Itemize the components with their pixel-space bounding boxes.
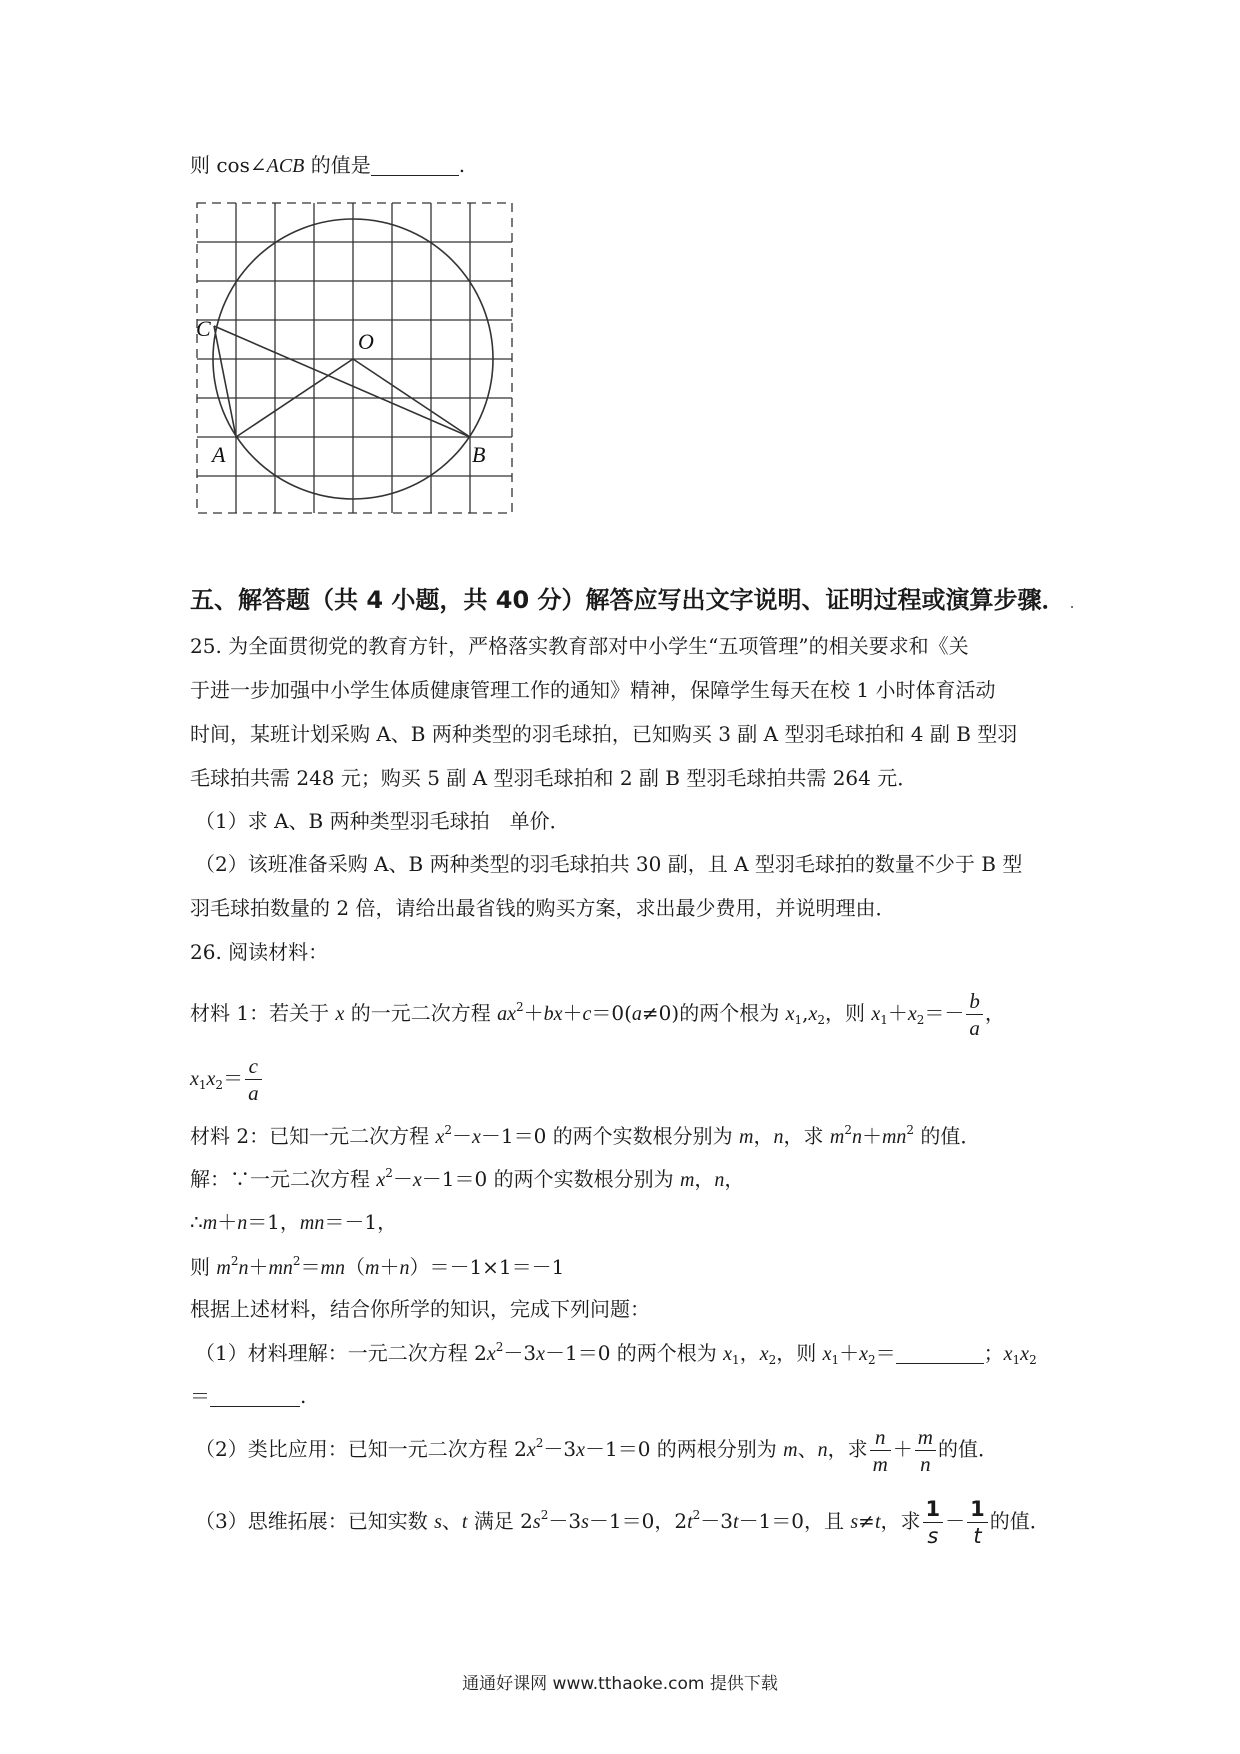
q26-material-2: 材料 2：已知一元二次方程 $x^2-x-1=0$ 的两个实数根分别为 m，n，求 $m^2n+mn^2$ 的值． <box>190 1123 981 1148</box>
q25-part-2-line-2: 羽毛球拍数量的 2 倍，请给出最省钱的购买方案，求出最少费用，并说明理由． <box>190 896 896 920</box>
circle-grid-figure <box>190 196 520 526</box>
page-footer: 通通好课网 www.tthaoke.com 提供下载 <box>462 1674 778 1694</box>
p2-text-c: ，求 <box>827 1437 868 1461</box>
fraction-b-over-a: $\frac{b}{a}$ <box>966 988 983 1041</box>
label-b: B <box>472 442 486 467</box>
q25-part-1: （1）求 A、B 两种类型羽毛球拍 单价． <box>195 809 570 833</box>
label-o: O <box>358 329 374 354</box>
segment-ca <box>214 326 236 437</box>
answer-blank-sum <box>896 1341 984 1364</box>
p2-text-d: 的值． <box>937 1437 998 1461</box>
answer-blank-product <box>210 1384 300 1407</box>
m1-text-b: 的一元二次方程 <box>344 1001 498 1025</box>
q26-material-1-product: $x_1x_2=$ $\frac{c}{a}$ <box>190 1050 264 1107</box>
grid-border <box>197 203 512 513</box>
section-trail: . <box>1069 593 1075 612</box>
m1-text-a: 材料 1：若关于 <box>190 1001 336 1025</box>
p1-text-c: ，则 <box>776 1341 817 1365</box>
fraction-n-over-m: $\frac{n}{m}$ <box>870 1424 891 1477</box>
q24-question-line <box>190 150 465 181</box>
q25-line-2: 于进一步加强中小学生体质健康管理工作的通知》精神，保障学生每天在校 1 小时体育活动 <box>190 678 996 702</box>
sol-text: 解：∵一元二次方程 <box>190 1167 370 1191</box>
answer-blank <box>371 153 459 176</box>
m2-text-b: 的两个实数根分别为 <box>552 1124 733 1148</box>
fraction-1-over-s: $\frac{1}{s}$ <box>923 1496 944 1549</box>
q26-part-1: （1）材料理解：一元二次方程 $2x^2-3x-1=0$ 的两个根为 $x_1$，$x_2$，则 $x_1+x_2=$ ；$x_1x_2$ <box>195 1340 1037 1367</box>
m1-text-c: 的两个根为 <box>679 1001 786 1025</box>
p2-text: （2）类比应用：已知一元二次方程 <box>195 1437 508 1461</box>
p1-text: （1）材料理解：一元二次方程 <box>195 1341 468 1365</box>
q26-solution-line-2: ∴m＋n＝1，mn＝－1， <box>190 1210 398 1234</box>
q26-part-3: （3）思维拓展：已知实数 s、t 满足 $2s^2-3s-1=0$，$2t^2-3t-1=0$，且 s≠t，求 $\frac{1}{s}$ － $\frac{1}{t}$ 的值． <box>195 1497 1050 1548</box>
q26-solution-line-3: 则 $m^2n+mn^2=mn(m+n)=-1\times 1=-1$ <box>190 1254 565 1279</box>
q26-solution-line-1: 解：∵一元二次方程 $x^2-x-1=0$ 的两个实数根分别为 m，n， <box>190 1166 745 1191</box>
p3-text-b: 满足 <box>473 1509 514 1533</box>
q24-end: . <box>458 153 466 177</box>
q26-title: 26. 阅读材料： <box>190 940 329 964</box>
q25-line-1: 25. 为全面贯彻党的教育方针，严格落实教育部对中小学生“五项管理”的相关要求和《关 <box>190 634 969 658</box>
p2-text-b: 的两根分别为 <box>656 1437 777 1461</box>
q26-material-1: 材料 1：若关于 x 的一元二次方程 $ax^2+bx+c=0(a\ne 0)$的两个根为 $x_1,x_2$，则 $x_1+x_2=-$ $\frac{b}{a}$ ， <box>190 989 1005 1040</box>
p3-text-e: 的值． <box>989 1509 1050 1533</box>
m2-text-c: ，求 <box>783 1124 824 1148</box>
fraction-c-over-a: $\frac{c}{a}$ <box>245 1053 262 1106</box>
q24-text-before: 则 cos∠ <box>190 153 267 177</box>
therefore-symbol: ∴ <box>190 1210 203 1234</box>
q26-intro: 根据上述材料，结合你所学的知识，完成下列问题： <box>190 1297 650 1321</box>
m1-text-d: ，则 <box>824 1001 872 1025</box>
p3-text-d: ，求 <box>880 1509 921 1533</box>
q24-angle: ACB <box>266 155 305 177</box>
section-heading <box>190 583 1075 620</box>
sol-text-b: 的两个实数根分别为 <box>493 1167 674 1191</box>
q25-line-4: 毛球拍共需 248 元；购买 5 副 A 型羽毛球拍和 2 副 B 型羽毛球拍共需 264 元． <box>190 766 918 790</box>
q24-text-after: 的值是 <box>304 153 371 177</box>
fraction-1-over-t: $\frac{1}{t}$ <box>967 1496 988 1549</box>
p3-text: （3）思维拓展：已知实数 <box>195 1509 428 1533</box>
q25-part-2-line-1: （2）该班准备采购 A、B 两种类型的羽毛球拍共 30 副，且 A 型羽毛球拍的数量不少于 B 型 <box>195 852 1023 876</box>
q26-part-2: （2）类比应用：已知一元二次方程 $2x^2-3x-1=0$ 的两根分别为 m、n，求 $\frac{n}{m}$ ＋ $\frac{m}{n}$ 的值． <box>195 1425 998 1476</box>
q25-line-3: 时间，某班计划采购 A、B 两种类型的羽毛球拍，已知购买 3 副 A 型羽毛球拍和 4 副 B 型羽 <box>190 722 1018 746</box>
label-a: A <box>212 442 226 467</box>
m2-text: 材料 2：已知一元二次方程 <box>190 1124 430 1148</box>
then-text: 则 <box>190 1255 210 1279</box>
p3-text-c: ，且 <box>804 1509 845 1533</box>
p1-text-b: 的两个根为 <box>616 1341 717 1365</box>
label-c: C <box>196 316 211 341</box>
fraction-m-over-n: $\frac{m}{n}$ <box>915 1424 936 1477</box>
m2-text-d: 的值． <box>920 1124 981 1148</box>
q26-part-1-cont: ＝ . <box>190 1384 307 1408</box>
section-title: 五、解答题（共 4 小题，共 40 分）解答应写出文字说明、证明过程或演算步骤． <box>190 586 1066 614</box>
